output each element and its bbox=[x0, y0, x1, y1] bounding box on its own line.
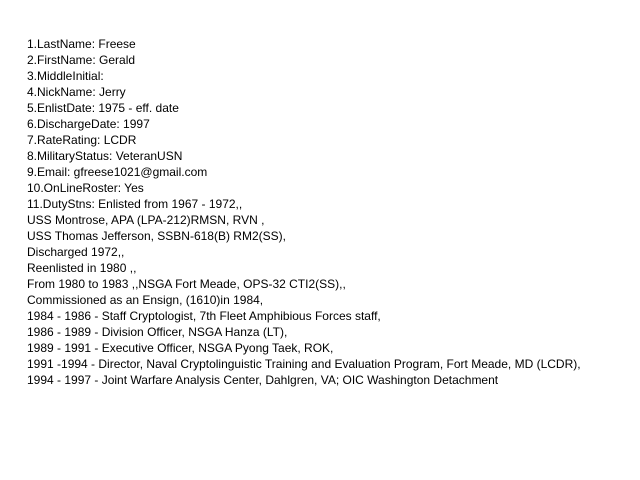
rate-rating-field: 7.RateRating: LCDR bbox=[27, 133, 137, 147]
military-status-field: 8.MilitaryStatus: VeteranUSN bbox=[27, 149, 183, 163]
duty-line: USS Thomas Jefferson, SSBN-618(B) RM2(SS), bbox=[27, 229, 286, 243]
duty-line: Reenlisted in 1980 ,, bbox=[27, 261, 137, 275]
duty-line: 1989 - 1991 - Executive Officer, NSGA Pyong Taek, ROK, bbox=[27, 341, 334, 355]
online-roster-field: 10.OnLineRoster: Yes bbox=[27, 181, 144, 195]
duty-line: From 1980 to 1983 ,,NSGA Fort Meade, OPS-32 CTI2(SS),, bbox=[27, 277, 346, 291]
duty-line: Commissioned as an Ensign, (1610)in 1984, bbox=[27, 293, 264, 307]
last-name-field: 1.LastName: Freese bbox=[27, 37, 136, 51]
first-name-field: 2.FirstName: Gerald bbox=[27, 53, 136, 67]
discharge-date-field: 6.DischargeDate: 1997 bbox=[27, 117, 150, 131]
duty-stations-field: 11.DutyStns: Enlisted from 1967 - 1972,, bbox=[27, 197, 243, 211]
middle-initial-field: 3.MiddleInitial: bbox=[27, 69, 104, 83]
email-field: 9.Email: gfreese1021@gmail.com bbox=[27, 165, 208, 179]
member-record bbox=[27, 36, 581, 388]
duty-line: 1986 - 1989 - Division Officer, NSGA Hanza (LT), bbox=[27, 325, 288, 339]
duty-line: Discharged 1972,, bbox=[27, 245, 125, 259]
duty-line: USS Montrose, APA (LPA-212)RMSN, RVN , bbox=[27, 213, 265, 227]
enlist-date-field: 5.EnlistDate: 1975 - eff. date bbox=[27, 101, 179, 115]
nick-name-field: 4.NickName: Jerry bbox=[27, 85, 126, 99]
duty-line: 1984 - 1986 - Staff Cryptologist, 7th Fleet Amphibious Forces staff, bbox=[27, 309, 381, 323]
duty-line: 1991 -1994 - Director, Naval Cryptolinguistic Training and Evaluation Program, Fort Meade, MD (LCDR), bbox=[27, 357, 581, 371]
duty-line: 1994 - 1997 - Joint Warfare Analysis Center, Dahlgren, VA; OIC Washington Detachment bbox=[27, 373, 499, 387]
